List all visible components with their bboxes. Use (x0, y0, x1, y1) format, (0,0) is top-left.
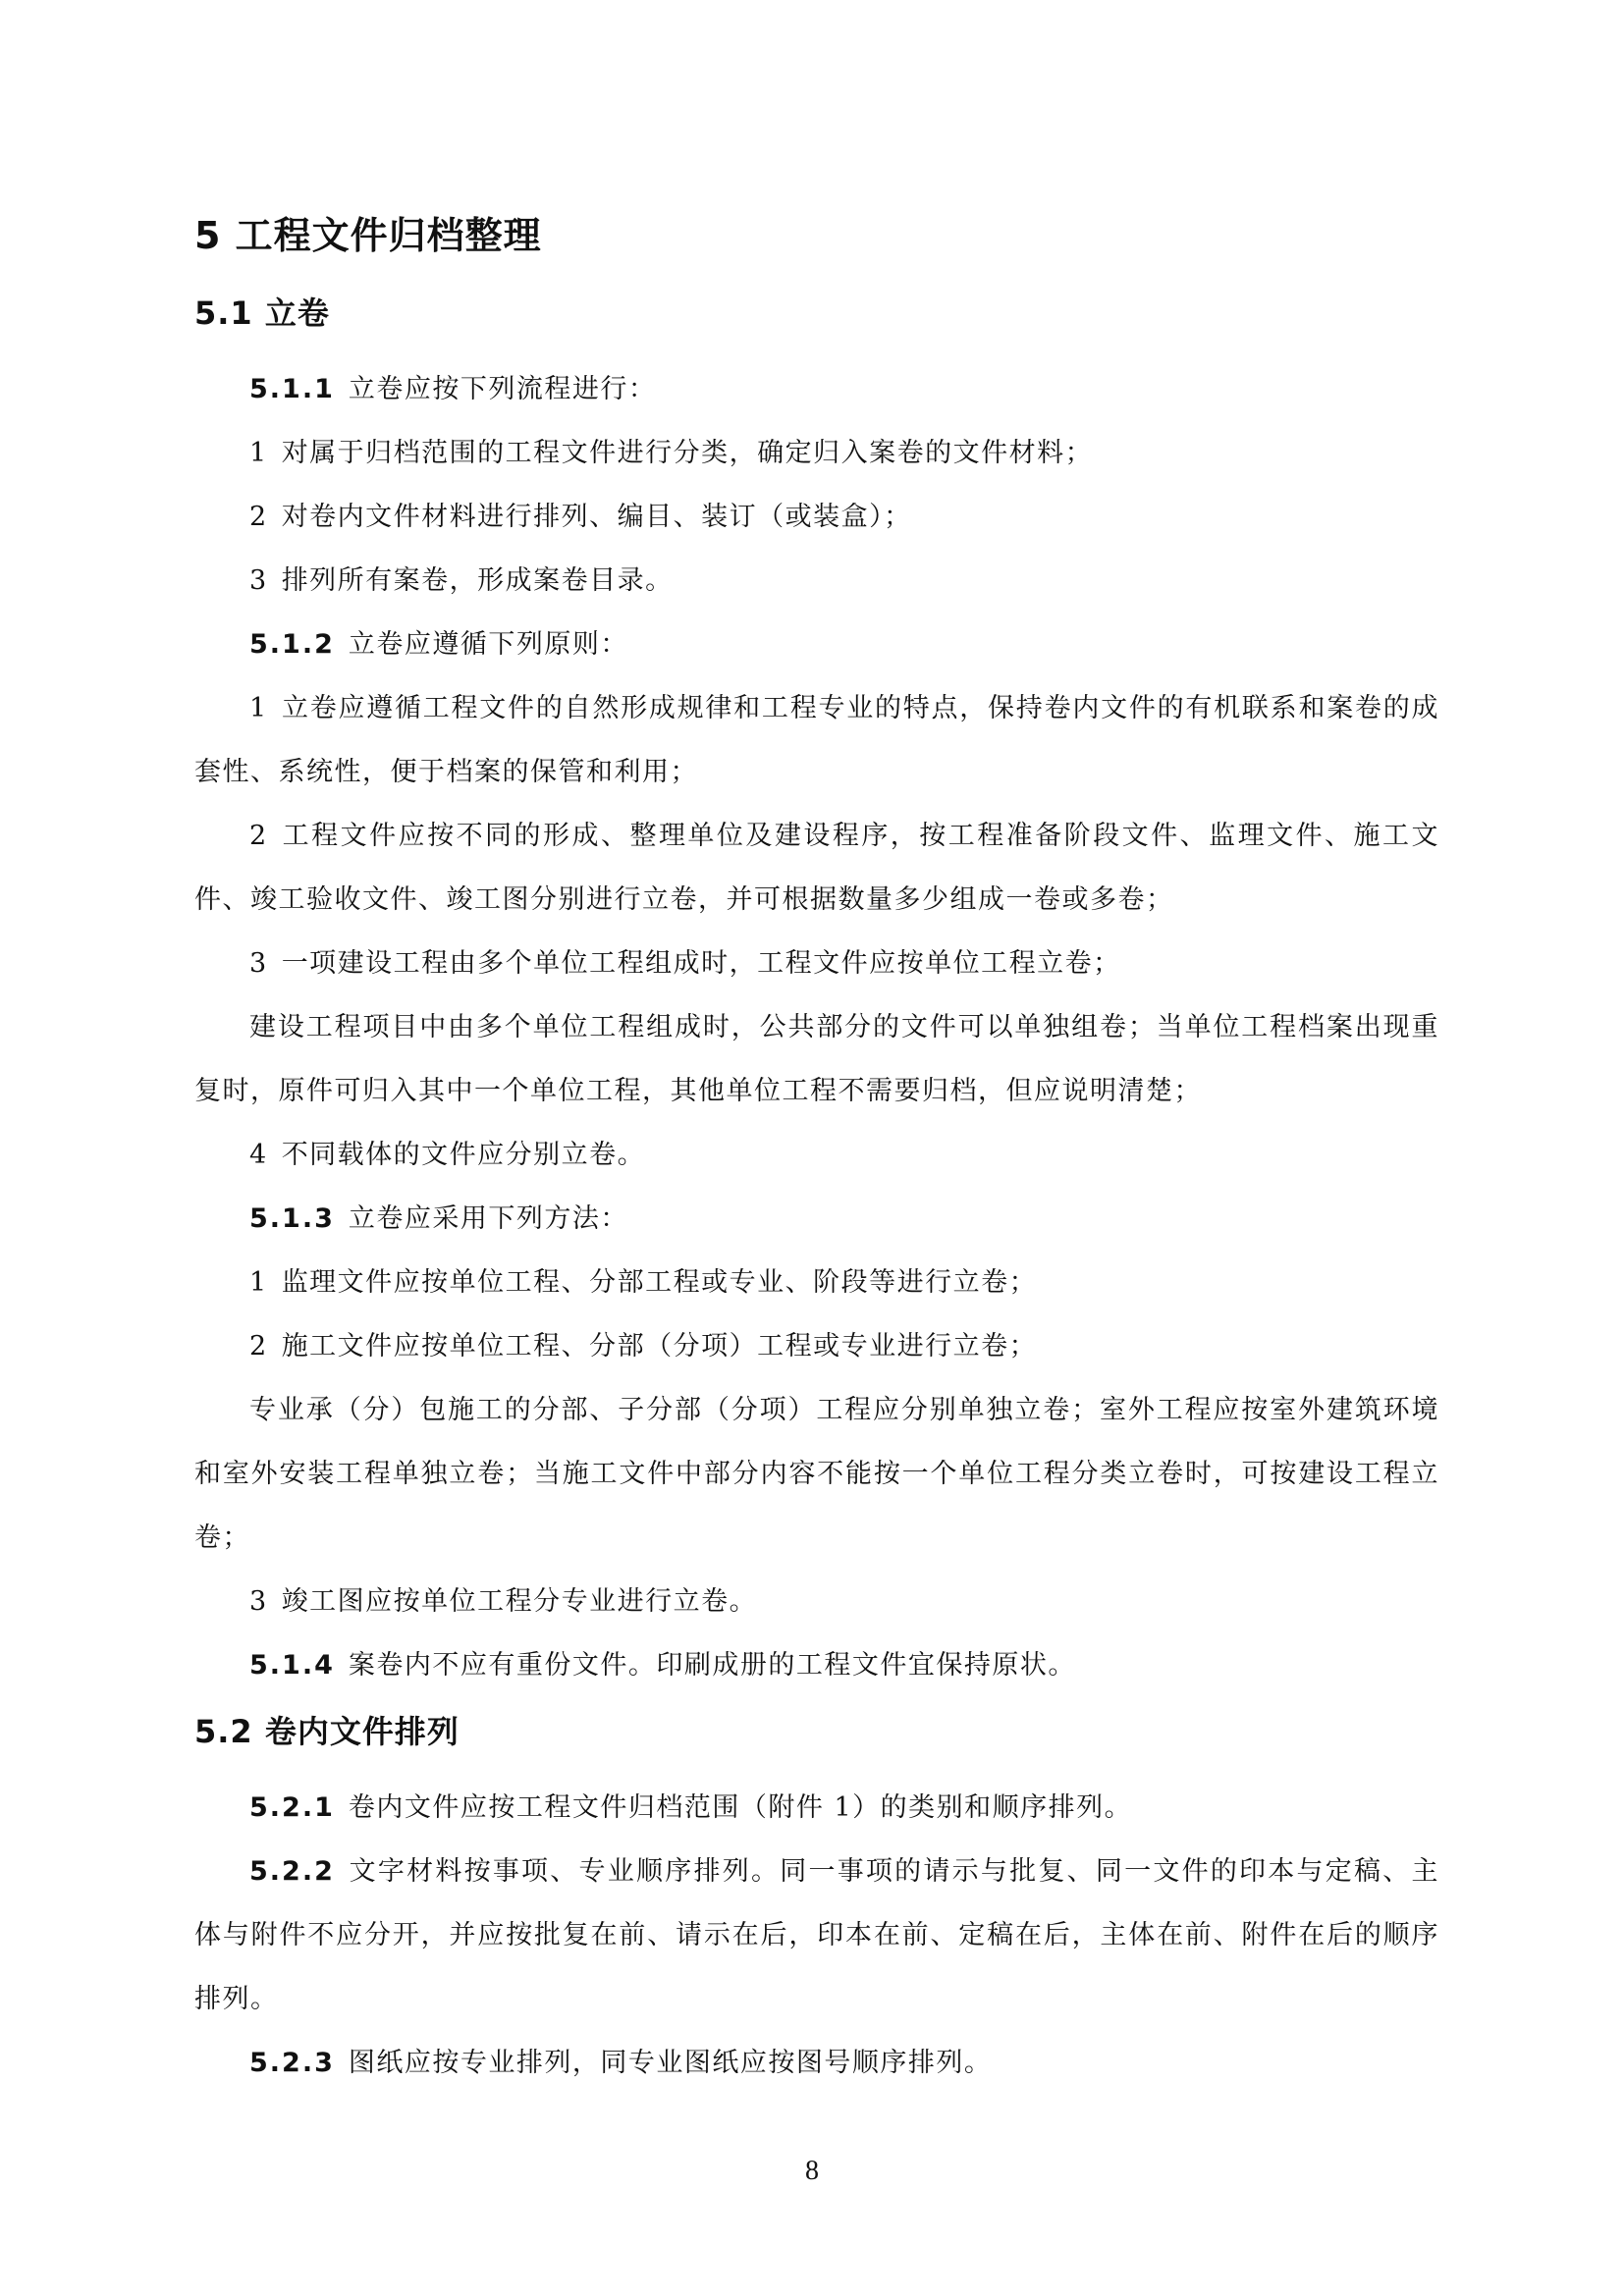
paragraph (194, 1314, 1439, 1378)
paragraph-text: 卷内文件应按工程文件归档范围（附件 1）的类别和顺序排列。 (348, 1792, 1133, 1823)
item-number: 2 (249, 1331, 268, 1362)
paragraph-text: 文字材料按事项、专业顺序排列。同一事项的请示与批复、同一文件的印本与定稿、主体与附件不应分开，并应按批复在前、请示在后，印本在前、定稿在后，主体在前、附件在后的顺序排列。 (194, 1856, 1439, 2014)
paragraph (194, 932, 1439, 995)
paragraph-text: 图纸应按专业排列，同专业图纸应按图号顺序排列。 (348, 2048, 993, 2078)
paragraph (194, 2031, 1439, 2095)
clause-number: 5.2.1 (249, 1792, 335, 1823)
item-number: 3 (249, 1586, 268, 1617)
paragraph (194, 549, 1439, 613)
clause-number: 5.2.3 (249, 2048, 335, 2078)
clause-number: 5.1.2 (249, 629, 335, 660)
paragraph (194, 357, 1439, 421)
paragraph (194, 485, 1439, 549)
paragraph-text: 立卷应按下列流程进行： (348, 374, 657, 404)
item-number: 2 (249, 502, 268, 532)
paragraph (194, 995, 1439, 1123)
paragraph (194, 421, 1439, 485)
sections-container (194, 289, 1439, 2095)
paragraph-text: 案卷内不应有重份文件。印刷成册的工程文件宜保持原状。 (348, 1650, 1076, 1681)
paragraph-text: 施工文件应按单位工程、分部（分项）工程或专业进行立卷； (281, 1331, 1038, 1362)
item-number: 2 (249, 821, 268, 851)
section-heading: 5.2 卷内文件排列 (194, 1713, 460, 1750)
paragraph-text: 专业承（分）包施工的分部、子分部（分项）工程应分别单独立卷；室外工程应按室外建筑环境和室外安装工程单独立卷；当施工文件中部分内容不能按一个单位工程分类立卷时，可按建设工程立卷； (194, 1395, 1439, 1553)
item-number: 3 (249, 948, 268, 979)
paragraph (194, 613, 1439, 676)
document-body (194, 208, 1439, 2095)
paragraph (194, 1840, 1439, 2031)
clause-number: 5.1.4 (249, 1650, 335, 1681)
paragraph-text: 对卷内文件材料进行排列、编目、装订（或装盒）； (281, 502, 912, 532)
page-number: 8 (805, 2156, 819, 2186)
item-number: 1 (249, 438, 268, 468)
paragraph (194, 804, 1439, 932)
paragraph-text: 一项建设工程由多个单位工程组成时，工程文件应按单位工程立卷； (281, 948, 1121, 979)
item-number: 4 (249, 1140, 268, 1170)
paragraph-text: 不同载体的文件应分别立卷。 (281, 1140, 646, 1170)
paragraph-text: 监理文件应按单位工程、分部工程或专业、阶段等进行立卷； (281, 1267, 1038, 1298)
clause-number: 5.2.2 (249, 1856, 335, 1887)
section-gap (194, 1697, 1439, 1707)
paragraph (194, 1251, 1439, 1314)
paragraph-text: 工程文件应按不同的形成、整理单位及建设程序，按工程准备阶段文件、监理文件、施工文件、竣工验收文件、竣工图分别进行立卷，并可根据数量多少组成一卷或多卷； (194, 821, 1439, 915)
paragraph-text: 对属于归档范围的工程文件进行分类，确定归入案卷的文件材料； (281, 438, 1094, 468)
paragraph (194, 1378, 1439, 1570)
paragraph (194, 1123, 1439, 1187)
item-number: 3 (249, 565, 268, 596)
paragraph-text: 立卷应遵循下列原则： (348, 629, 628, 660)
paragraph-text: 建设工程项目中由多个单位工程组成时，公共部分的文件可以单独组卷；当单位工程档案出现重复时，原件可归入其中一个单位工程，其他单位工程不需要归档，但应说明清楚； (194, 1012, 1439, 1106)
section-heading: 5.1 立卷 (194, 294, 330, 332)
paragraph-text: 排列所有案卷，形成案卷目录。 (281, 565, 674, 596)
item-number: 1 (249, 1267, 268, 1298)
paragraph (194, 1570, 1439, 1633)
paragraph (194, 1633, 1439, 1697)
paragraph-text: 竣工图应按单位工程分专业进行立卷。 (281, 1586, 758, 1617)
paragraph (194, 1776, 1439, 1840)
paragraph (194, 676, 1439, 804)
chapter-title: 5 工程文件归档整理 (194, 214, 542, 257)
clause-number: 5.1.1 (249, 374, 335, 404)
paragraph-text: 立卷应采用下列方法： (348, 1203, 628, 1234)
paragraph (194, 1187, 1439, 1251)
clause-number: 5.1.3 (249, 1203, 335, 1234)
item-number: 1 (249, 693, 268, 723)
paragraph-text: 立卷应遵循工程文件的自然形成规律和工程专业的特点，保持卷内文件的有机联系和案卷的成套性、系统性，便于档案的保管和利用； (194, 693, 1439, 787)
